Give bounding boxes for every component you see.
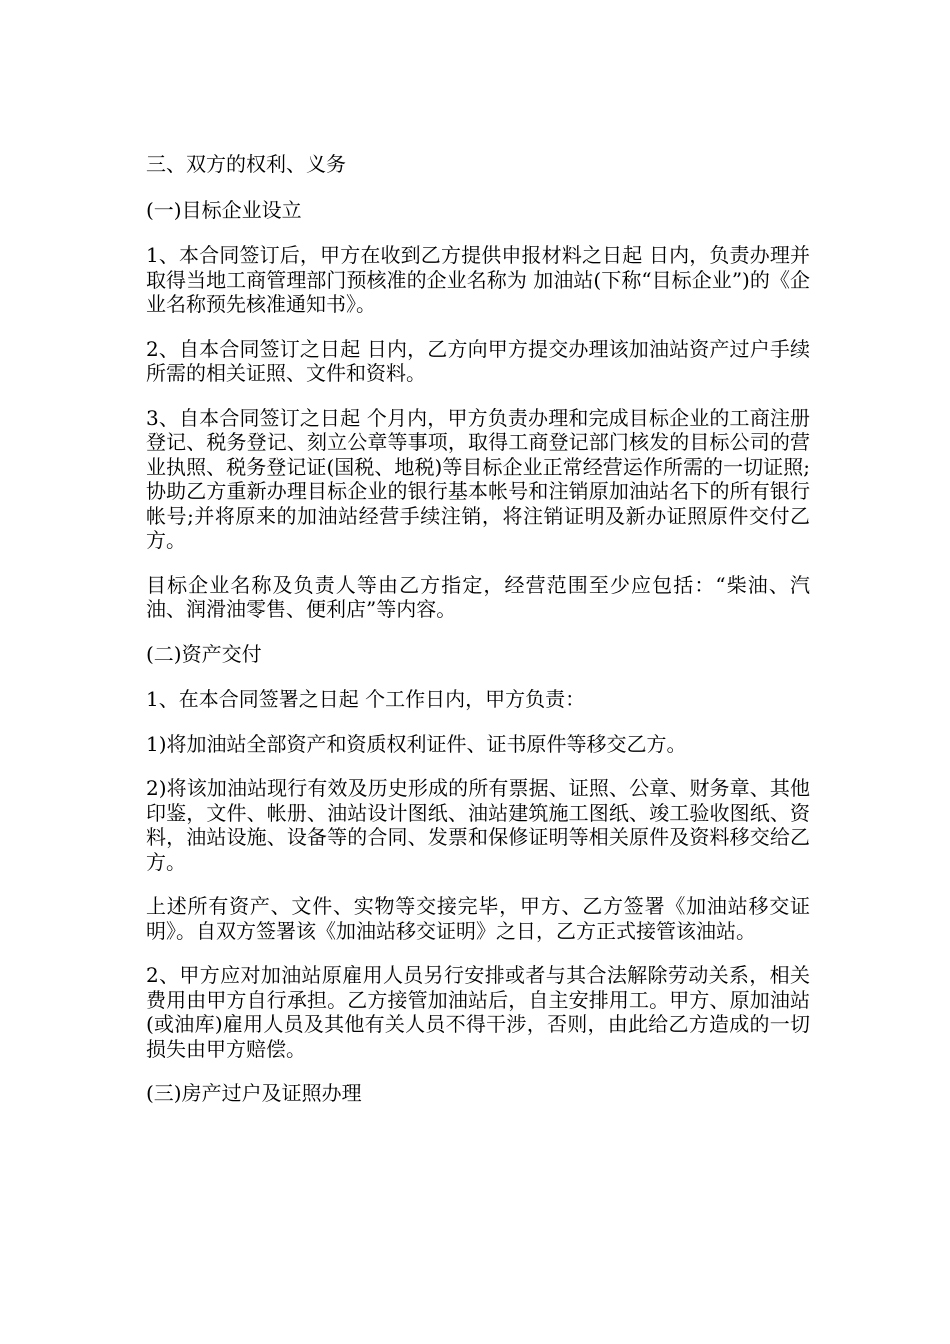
paragraph-clause-3: 3、自本合同签订之日起 个月内，甲方负责办理和完成目标企业的工商注册登记、税务登记、刻立公章等事项，取得工商登记部门核发的目标公司的营业执照、税务登记证(国税、地税)等目标企业正常经营运作所需的一切证照;协助乙方重新办理目标企业的银行基本帐号和注销原加油站名下的所有银行帐号;并将原来的加油站经营手续注销，将注销证明及新办证照原件交付乙方。 <box>146 405 810 552</box>
subsection-heading-asset-delivery: (二)资产交付 <box>146 641 262 666</box>
paragraph-handover-certificate: 上述所有资产、文件、实物等交接完毕，甲方、乙方签署《加油站移交证明》。自双方签署该《加油站移交证明》之日，乙方正式接管该油站。 <box>146 894 810 943</box>
paragraph-business-scope: 目标企业名称及负责人等由乙方指定，经营范围至少应包括：“柴油、汽油、润滑油零售、便利店”等内容。 <box>146 572 810 621</box>
paragraph-clause-1: 1、本合同签订后，甲方在收到乙方提供申报材料之日起 日内，负责办理并取得当地工商管理部门预核准的企业名称为 加油站(下称“目标企业”)的《企业名称预先核准通知书》。 <box>146 243 810 316</box>
paragraph-delivery-1-2: 2)将该加油站现行有效及历史形成的所有票据、证照、公章、财务章、其他印鉴，文件、帐册、油站设计图纸、油站建筑施工图纸、竣工验收图纸、资料，油站设施、设备等的合同、发票和保修证明等相关原件及资料移交给乙方。 <box>146 776 810 874</box>
document-page <box>146 152 810 1127</box>
section-heading: 三、双方的权利、义务 <box>146 152 346 176</box>
paragraph-delivery-1: 1、在本合同签署之日起 个工作日内，甲方负责： <box>146 687 586 711</box>
paragraph-clause-2: 2、自本合同签订之日起 日内，乙方向甲方提交办理该加油站资产过户手续所需的相关证照、文件和资料。 <box>146 336 810 385</box>
paragraph-delivery-2: 2、甲方应对加油站原雇用人员另行安排或者与其合法解除劳动关系，相关费用由甲方自行承担。乙方接管加油站后，自主安排用工。甲方、原加油站(或油库)雇用人员及其他有关人员不得干涉，否则，由此给乙方造成的一切损失由甲方赔偿。 <box>146 963 810 1061</box>
subsection-heading-property-transfer: (三)房产过户及证照办理 <box>146 1081 362 1105</box>
paragraph-delivery-1-1: 1)将加油站全部资产和资质权利证件、证书原件等移交乙方。 <box>146 731 687 756</box>
subsection-heading-target-enterprise: (一)目标企业设立 <box>146 197 302 222</box>
